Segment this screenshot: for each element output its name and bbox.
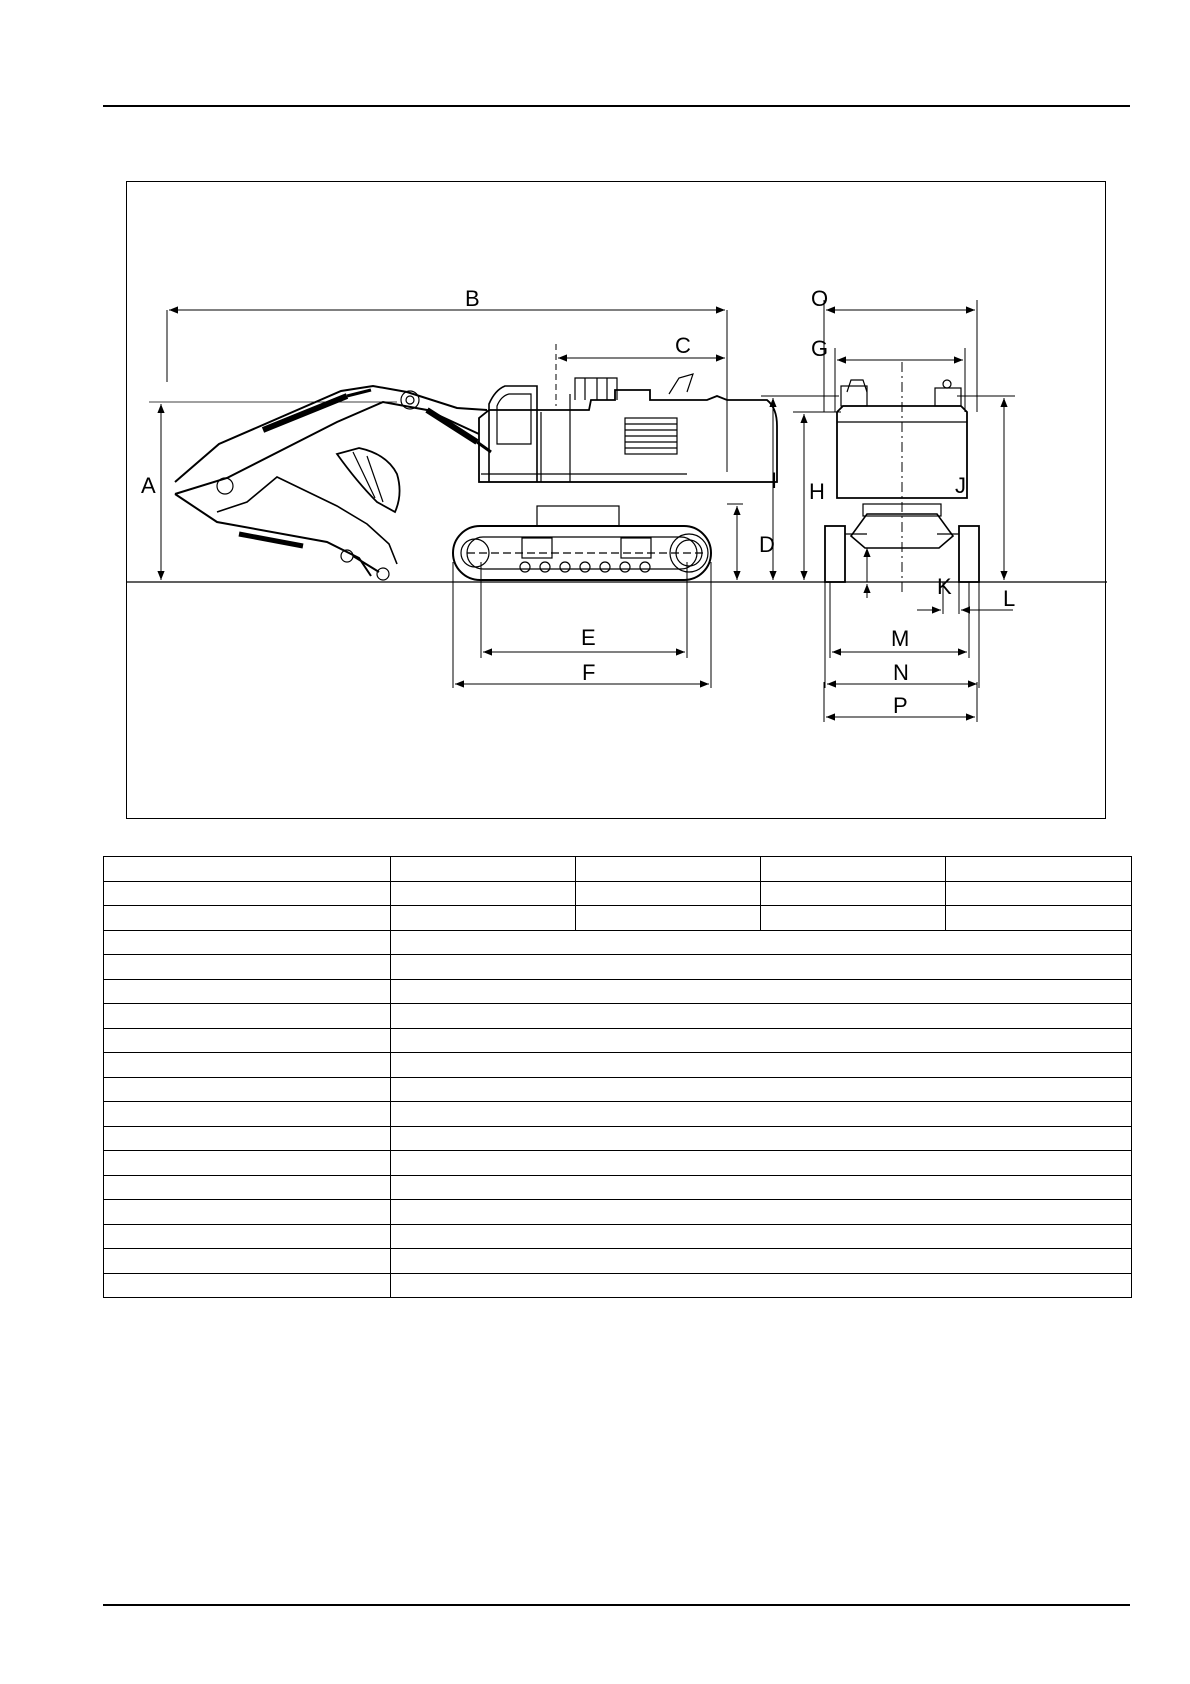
table-row [104,1077,1132,1102]
table-row [104,1102,1132,1127]
table-cell [391,1028,1132,1053]
table-cell [391,1249,1132,1274]
dimensions-table [103,856,1132,1298]
label-C: C [675,333,691,358]
label-F: F [582,660,596,685]
table-cell [576,906,761,931]
table-row [104,906,1132,931]
table-row [104,1004,1132,1029]
track-rear-right [959,526,979,582]
table-cell [391,1053,1132,1078]
table-cell [391,1175,1132,1200]
table-row [104,1053,1132,1078]
table-row [104,1126,1132,1151]
table-row [104,1028,1132,1053]
track-rear-left [825,526,845,582]
table-cell [104,1273,391,1298]
label-B: B [465,286,480,311]
dimension-figure [126,181,1106,819]
label-H: H [809,479,825,504]
table-cell [104,1224,391,1249]
table-cell [391,1004,1132,1029]
table-cell [104,955,391,980]
footer-rule [103,1604,1130,1606]
table-cell [391,1077,1132,1102]
excavator-drawing [127,182,1107,820]
label-J: J [955,473,966,498]
table-row [104,1200,1132,1225]
table-cell [391,1151,1132,1176]
table-cell [104,881,391,906]
label-N: N [893,660,909,685]
table-cell [104,1126,391,1151]
table-cell [391,979,1132,1004]
label-M: M [891,626,910,651]
table-cell [391,1200,1132,1225]
table-row [104,930,1132,955]
table-cell [576,881,761,906]
table-cell [104,1028,391,1053]
label-O: O [811,286,829,311]
table-cell [391,1102,1132,1127]
table-cell [946,857,1132,882]
table-row [104,979,1132,1004]
table-row [104,881,1132,906]
table-cell [104,1004,391,1029]
label-A: A [141,473,156,498]
table-cell [391,955,1132,980]
table-cell [391,1126,1132,1151]
bucket-side [337,448,400,512]
label-G: G [811,336,829,361]
label-E: E [581,625,596,650]
table-cell [104,1053,391,1078]
arm-side [175,494,371,576]
table-cell [104,1151,391,1176]
label-I: I [771,468,778,493]
table-cell [104,857,391,882]
header-rule [103,105,1130,107]
table-cell [761,881,946,906]
table-row [104,857,1132,882]
table-row [104,1224,1132,1249]
table-row [104,1273,1132,1298]
table-cell [761,906,946,931]
table-cell [104,1102,391,1127]
table-cell [104,979,391,1004]
table-cell [391,881,576,906]
table-row [104,1151,1132,1176]
table-cell [391,1224,1132,1249]
label-L: L [1003,586,1016,611]
label-P: P [893,693,908,718]
label-K: K [937,574,952,599]
table-cell [104,1175,391,1200]
table-cell [946,906,1132,931]
label-D: D [759,532,775,557]
table-row [104,1175,1132,1200]
table-row [104,955,1132,980]
table-cell [104,1200,391,1225]
table-cell [391,857,576,882]
table-row [104,1249,1132,1274]
table-cell [946,881,1132,906]
table-cell [104,1249,391,1274]
table-cell [391,1273,1132,1298]
table-cell [104,930,391,955]
table-cell [391,930,1132,955]
table-cell [761,857,946,882]
table-cell [391,906,576,931]
table-cell [104,1077,391,1102]
table-cell [576,857,761,882]
table-cell [104,906,391,931]
